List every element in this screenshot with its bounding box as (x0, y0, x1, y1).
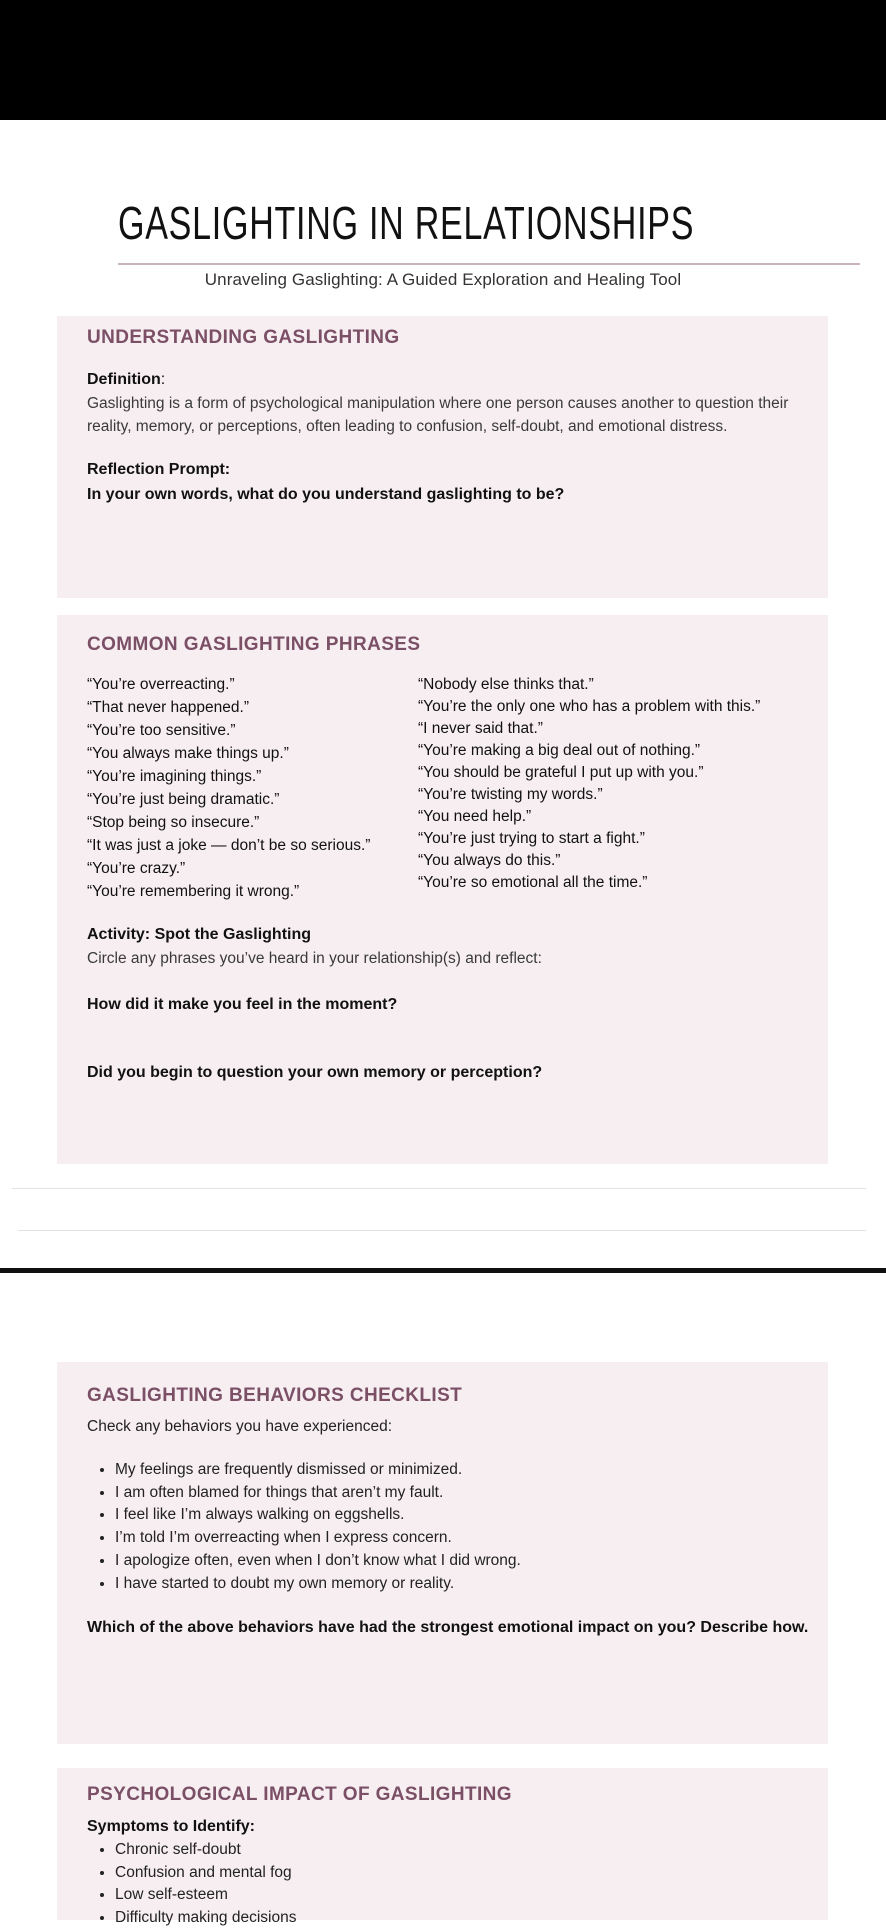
phrase-item: “You’re crazy.” (87, 860, 186, 877)
activity-question-1: How did it make you feel in the moment? (87, 996, 398, 1013)
checklist-intro: Check any behaviors you have experienced: (87, 1418, 393, 1435)
reflection-question: In your own words, what do you understand gaslighting to be? (87, 486, 565, 503)
impact-section (57, 1768, 828, 1927)
list-item: • I have started to doubt my own memory or reality. (115, 1573, 521, 1596)
phrase-item: “That never happened.” (87, 699, 249, 716)
checklist-list (87, 1459, 521, 1595)
phrase-item: “You always make things up.” (87, 745, 289, 762)
list-item: • I feel like I’m always walking on eggshells. (115, 1504, 521, 1527)
list-item: • My feelings are frequently dismissed or minimized. (115, 1459, 521, 1482)
section-heading: UNDERSTANDING GASLIGHTING (87, 327, 400, 348)
understanding-section (57, 316, 828, 598)
section-heading: GASLIGHTING BEHAVIORS CHECKLIST (87, 1385, 463, 1406)
definition-text: Gaslighting is a form of psychological manipulation where one person causes another to question their reality, memory, or perceptions, often leading to confusion, self-doubt, and emotional distress. (87, 395, 789, 435)
phrase-item: “Nobody else thinks that.” (418, 676, 594, 693)
section-heading: COMMON GASLIGHTING PHRASES (87, 634, 421, 655)
definition-label (87, 371, 165, 389)
activity-question-2: Did you begin to question your own memory or perception? (87, 1064, 543, 1081)
definition-colon: : (160, 371, 166, 388)
phrase-item: “You’re too sensitive.” (87, 722, 236, 739)
checklist-section (57, 1362, 828, 1744)
phrase-item: “It was just a joke — don’t be so serious.” (87, 837, 371, 854)
activity-text: Circle any phrases you’ve heard in your relationship(s) and reflect: (87, 950, 542, 967)
phrase-item: “You’re so emotional all the time.” (418, 874, 648, 891)
phrase-item: “You always do this.” (418, 852, 561, 869)
list-item: • Chronic self-doubt (115, 1839, 296, 1862)
list-item: • Difficulty making decisions (115, 1907, 296, 1930)
list-item: • I am often blamed for things that aren’t my fault. (115, 1482, 521, 1505)
phrase-item: “You’re overreacting.” (87, 676, 235, 693)
page-title: GASLIGHTING IN RELATIONSHIPS (118, 197, 695, 249)
list-item: • Low self-esteem (115, 1884, 296, 1907)
phrase-item: “You’re twisting my words.” (418, 786, 603, 803)
symptoms-list (87, 1839, 296, 1930)
phrase-item: “You’re the only one who has a problem with this.” (418, 698, 761, 715)
phrase-item: “Stop being so insecure.” (87, 814, 260, 831)
section-heading: PSYCHOLOGICAL IMPACT OF GASLIGHTING (87, 1784, 512, 1805)
list-item: • I apologize often, even when I don’t know what I did wrong. (115, 1550, 521, 1573)
phrases-section (57, 615, 828, 1164)
symptoms-label: Symptoms to Identify: (87, 1818, 256, 1835)
phrase-item: “You’re just being dramatic.” (87, 791, 280, 808)
phrase-item: “You’re just trying to start a fight.” (418, 830, 645, 847)
page-divider-thin (12, 1188, 866, 1189)
phrase-item: “You’re making a big deal out of nothing.” (418, 742, 701, 759)
phrase-item: “I never said that.” (418, 720, 543, 737)
page-divider-thin (18, 1230, 866, 1231)
page-break-divider (0, 1268, 886, 1273)
phrase-item: “You need help.” (418, 808, 532, 825)
checklist-question: Which of the above behaviors have had the strongest emotional impact on you? Describe how. (87, 1619, 809, 1636)
top-black-bar (0, 0, 886, 120)
list-item: • Confusion and mental fog (115, 1862, 296, 1885)
reflection-label: Reflection Prompt: (87, 461, 231, 478)
definition-label-text: Definition (87, 371, 161, 388)
phrase-item: “You’re remembering it wrong.” (87, 883, 300, 900)
title-underline (118, 263, 860, 265)
page-subtitle: Unraveling Gaslighting: A Guided Exploration and Healing Tool (204, 270, 682, 289)
phrase-item: “You should be grateful I put up with you.” (418, 764, 704, 781)
list-item: • I’m told I’m overreacting when I express concern. (115, 1527, 521, 1550)
phrase-item: “You’re imagining things.” (87, 768, 262, 785)
activity-label: Activity: Spot the Gaslighting (87, 926, 312, 943)
